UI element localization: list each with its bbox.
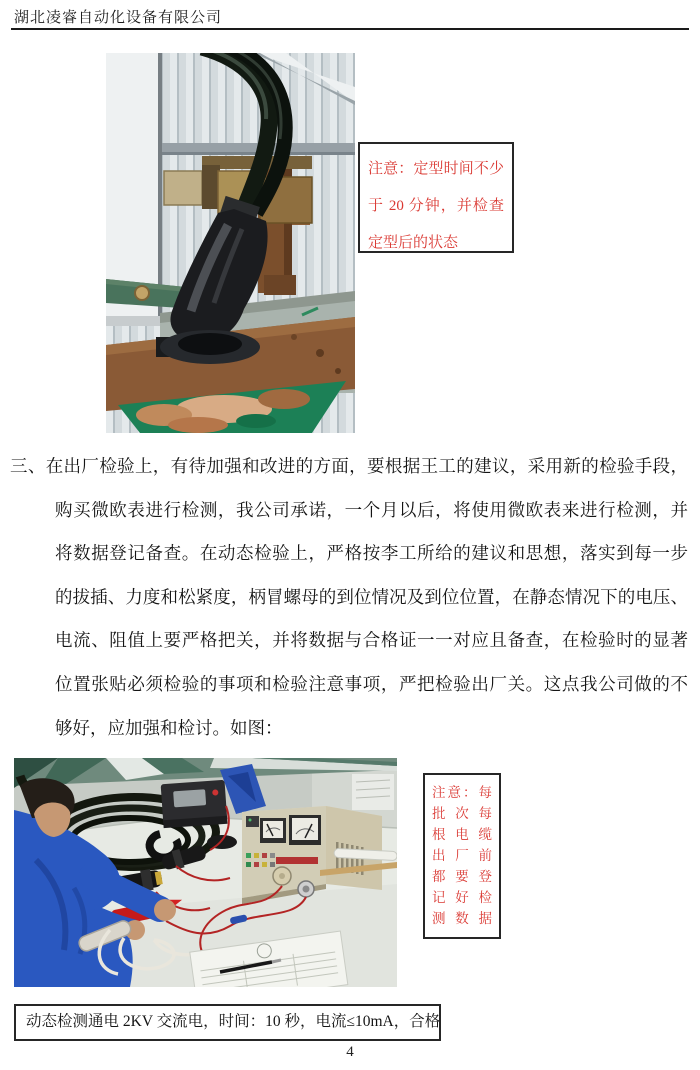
note1-line: 定型后的状态 bbox=[368, 235, 459, 251]
photo-cable-connector bbox=[106, 53, 355, 433]
note1-line: 注意：定型时间不少 bbox=[368, 161, 504, 177]
paragraph-line: 位置张贴必须检验的事项和检验注意事项，严把检验出厂关。这点我公司做的不 bbox=[55, 673, 688, 694]
body-paragraph bbox=[10, 445, 688, 750]
note2-line: 根电缆 bbox=[432, 827, 492, 842]
photo-electrical-test bbox=[14, 758, 397, 987]
note2-line: 都要登 bbox=[432, 869, 492, 884]
note2-line: 记好检 bbox=[432, 890, 492, 905]
paragraph-line: 三、在出厂检验上，有待加强和改进的方面，要根据王工的建议，采用新的检验手段， bbox=[10, 456, 688, 476]
photo-cable-connector-art bbox=[106, 53, 355, 433]
test-result-box: 动态检测通电 2KV 交流电，时间：10 秒，电流≤10mA，合格 bbox=[14, 1004, 441, 1041]
paragraph-line: 电流、阻值上要严格把关，并将数据与合格证一一对应且备查，在检验时的显著 bbox=[55, 630, 688, 651]
note1-line: 于 20 分钟，并检查 bbox=[368, 198, 504, 214]
company-header: 湖北凌睿自动化设备有限公司 bbox=[14, 10, 223, 26]
paragraph-line: 购买微欧表进行检测，我公司承诺，一个月以后，将使用微欧表来进行检测，并 bbox=[55, 499, 688, 520]
paragraph-line: 的拔插、力度和松紧度，柄冒螺母的到位情况及到位位置，在静态情况下的电压、 bbox=[55, 586, 688, 607]
note-box-test-record bbox=[423, 773, 501, 939]
paragraph-line: 够好，应加强和检讨。如图： bbox=[55, 717, 283, 738]
header-rule bbox=[11, 28, 689, 30]
paragraph-line: 将数据登记备查。在动态检验上，严格按李工所给的建议和思想，落实到每一步 bbox=[55, 543, 688, 564]
page-number: 4 bbox=[346, 1044, 354, 1060]
note-box-setting-time bbox=[358, 142, 514, 253]
note2-line: 出厂前 bbox=[432, 848, 492, 863]
note2-line: 批次每 bbox=[432, 806, 492, 821]
photo-electrical-test-art bbox=[14, 758, 397, 987]
note2-line: 注意：每 bbox=[432, 785, 492, 800]
note2-line: 测数据 bbox=[432, 911, 492, 926]
